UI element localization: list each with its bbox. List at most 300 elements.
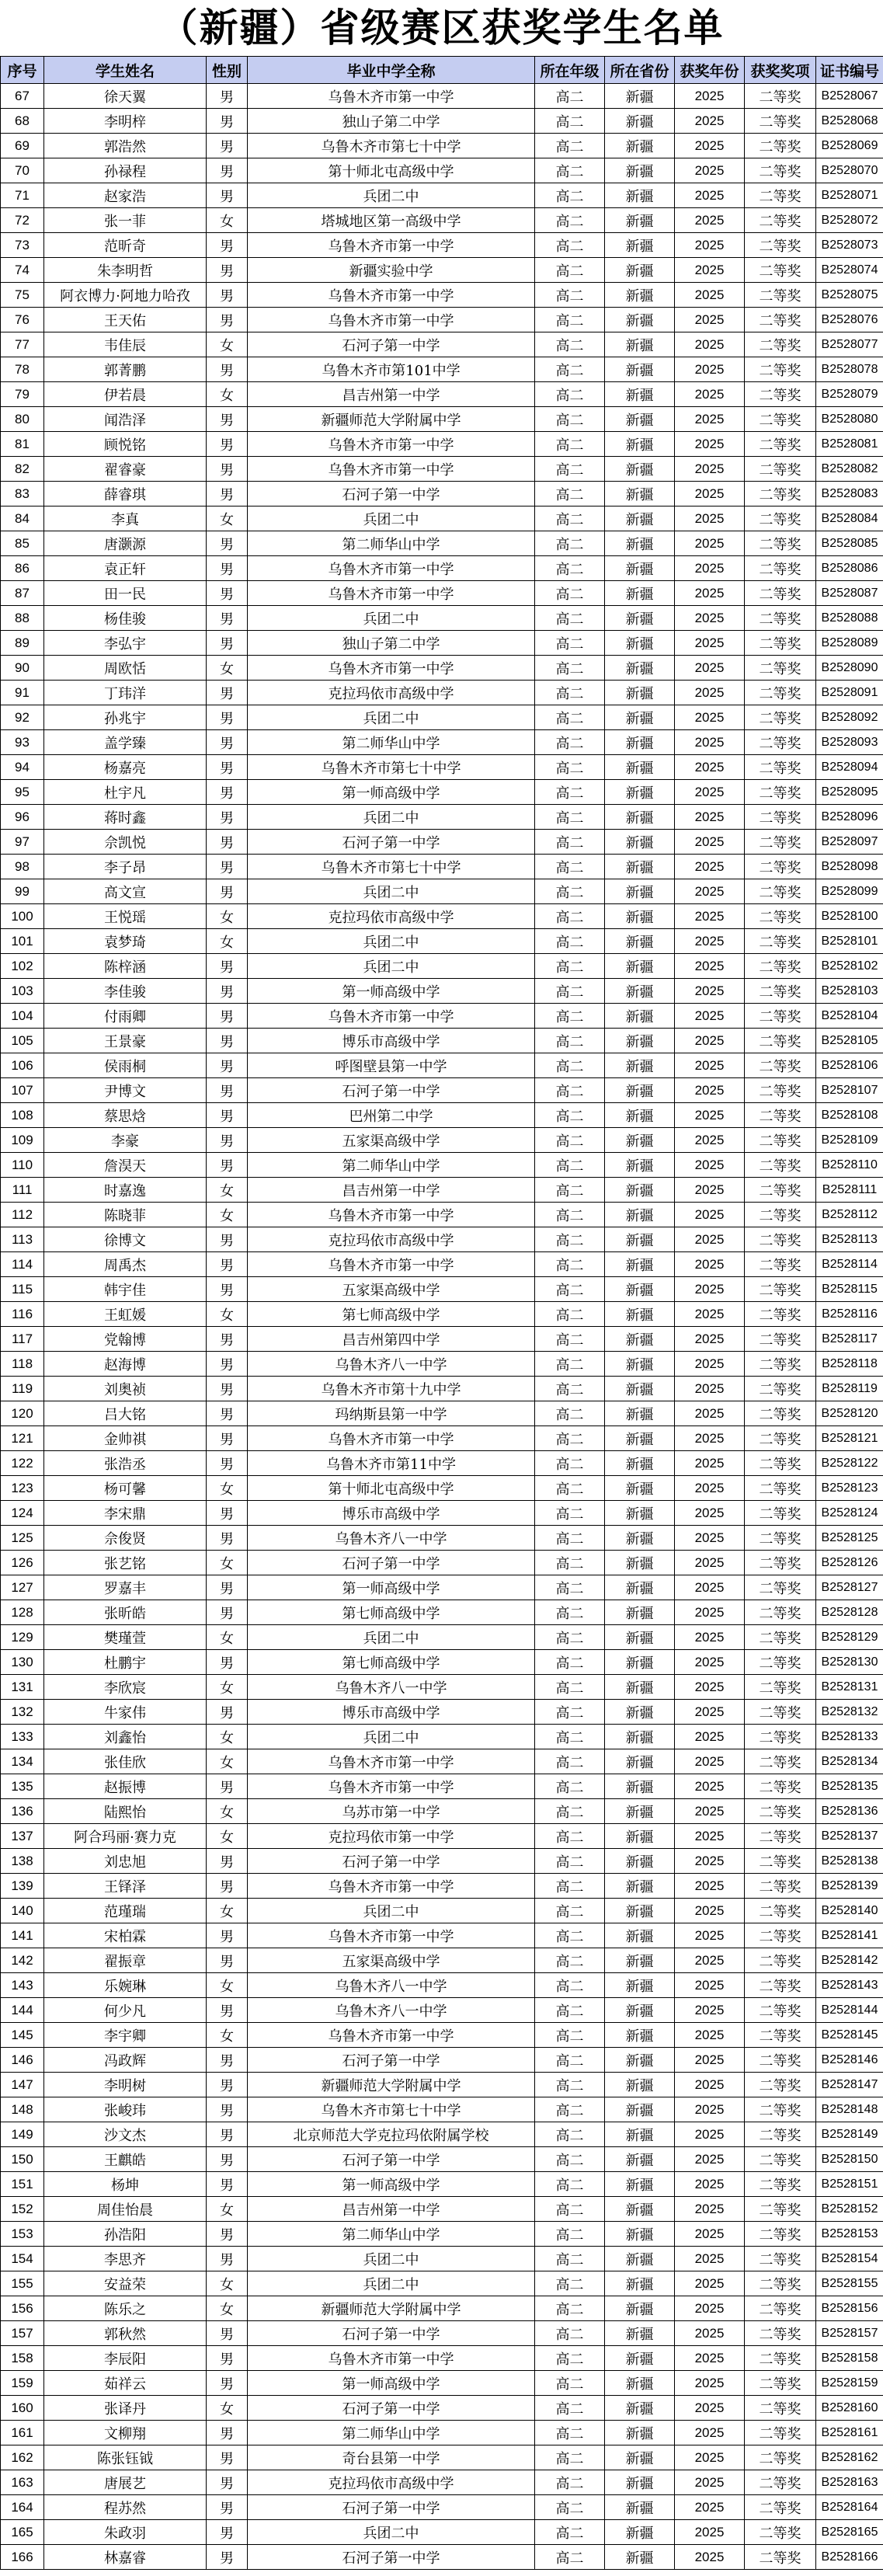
cell-grade: 高二 — [535, 1327, 605, 1352]
cell-grade: 高二 — [535, 1302, 605, 1327]
cell-province: 新疆 — [605, 2073, 675, 2097]
cell-gender: 女 — [207, 1973, 248, 1998]
cell-province: 新疆 — [605, 1153, 675, 1178]
cell-name: 刘鑫怡 — [44, 1725, 207, 1749]
cell-index: 81 — [1, 432, 44, 457]
cell-index: 88 — [1, 606, 44, 631]
cell-year: 2025 — [675, 258, 745, 283]
table-row — [1, 1203, 883, 1227]
table-row — [1, 1551, 883, 1575]
cell-grade: 高二 — [535, 879, 605, 904]
table-row — [1, 1799, 883, 1824]
cell-name: 刘奥祯 — [44, 1377, 207, 1401]
cell-award: 二等奖 — [745, 2147, 816, 2172]
table-row — [1, 158, 883, 183]
cell-grade: 高二 — [535, 134, 605, 158]
cell-province: 新疆 — [605, 531, 675, 556]
cell-province: 新疆 — [605, 1401, 675, 1426]
table-row — [1, 1451, 883, 1476]
cell-province: 新疆 — [605, 1377, 675, 1401]
cell-year: 2025 — [675, 2346, 745, 2371]
cell-province: 新疆 — [605, 1526, 675, 1551]
cell-school: 石河子第一中学 — [248, 2495, 535, 2520]
cell-award: 二等奖 — [745, 2321, 816, 2346]
table-row — [1, 2023, 883, 2048]
table-row — [1, 954, 883, 979]
cell-certificate: B2528067 — [816, 84, 883, 109]
cell-certificate: B2528074 — [816, 258, 883, 283]
cell-certificate: B2528147 — [816, 2073, 883, 2097]
cell-index: 145 — [1, 2023, 44, 2048]
cell-award: 二等奖 — [745, 183, 816, 208]
cell-index: 122 — [1, 1451, 44, 1476]
table-row — [1, 1973, 883, 1998]
cell-certificate: B2528116 — [816, 1302, 883, 1327]
cell-school: 第二师华山中学 — [248, 1153, 535, 1178]
cell-index: 156 — [1, 2296, 44, 2321]
table-row — [1, 208, 883, 233]
table-row — [1, 1849, 883, 1874]
cell-gender: 男 — [207, 1029, 248, 1053]
cell-name: 孙禄程 — [44, 158, 207, 183]
cell-name: 张译丹 — [44, 2396, 207, 2421]
cell-name: 闻浩泽 — [44, 407, 207, 432]
table-row — [1, 1923, 883, 1948]
cell-province: 新疆 — [605, 681, 675, 705]
cell-year: 2025 — [675, 1451, 745, 1476]
cell-index: 92 — [1, 705, 44, 730]
cell-certificate: B2528140 — [816, 1899, 883, 1923]
cell-province: 新疆 — [605, 755, 675, 780]
cell-gender: 女 — [207, 2396, 248, 2421]
cell-school: 石河子第一中学 — [248, 2396, 535, 2421]
cell-award: 二等奖 — [745, 1377, 816, 1401]
cell-year: 2025 — [675, 407, 745, 432]
cell-gender: 男 — [207, 84, 248, 109]
cell-school: 塔城地区第一高级中学 — [248, 208, 535, 233]
cell-award: 二等奖 — [745, 954, 816, 979]
cell-name: 文柳翔 — [44, 2421, 207, 2445]
cell-certificate: B2528151 — [816, 2172, 883, 2197]
cell-award: 二等奖 — [745, 1128, 816, 1153]
cell-year: 2025 — [675, 904, 745, 929]
cell-year: 2025 — [675, 1252, 745, 1277]
cell-grade: 高二 — [535, 1998, 605, 2023]
cell-province: 新疆 — [605, 1948, 675, 1973]
cell-grade: 高二 — [535, 407, 605, 432]
table-row — [1, 84, 883, 109]
cell-award: 二等奖 — [745, 2023, 816, 2048]
cell-award: 二等奖 — [745, 730, 816, 755]
cell-gender: 男 — [207, 283, 248, 308]
cell-year: 2025 — [675, 2172, 745, 2197]
cell-certificate: B2528081 — [816, 432, 883, 457]
cell-certificate: B2528103 — [816, 979, 883, 1004]
cell-name: 张浩丞 — [44, 1451, 207, 1476]
column-header-grade: 所在年级 — [535, 57, 605, 84]
cell-certificate: B2528107 — [816, 1078, 883, 1103]
cell-province: 新疆 — [605, 1476, 675, 1501]
cell-certificate: B2528071 — [816, 183, 883, 208]
cell-gender: 男 — [207, 2421, 248, 2445]
cell-year: 2025 — [675, 332, 745, 357]
cell-name: 侯雨桐 — [44, 1053, 207, 1078]
cell-year: 2025 — [675, 2321, 745, 2346]
cell-school: 兵团二中 — [248, 183, 535, 208]
cell-year: 2025 — [675, 1277, 745, 1302]
cell-province: 新疆 — [605, 805, 675, 830]
cell-grade: 高二 — [535, 258, 605, 283]
cell-award: 二等奖 — [745, 1700, 816, 1725]
cell-year: 2025 — [675, 531, 745, 556]
cell-certificate: B2528109 — [816, 1128, 883, 1153]
cell-school: 新疆师范大学附属中学 — [248, 2296, 535, 2321]
cell-school: 石河子第一中学 — [248, 2048, 535, 2073]
cell-index: 149 — [1, 2122, 44, 2147]
cell-name: 孙兆宇 — [44, 705, 207, 730]
cell-award: 二等奖 — [745, 2097, 816, 2122]
cell-school: 第二师华山中学 — [248, 531, 535, 556]
cell-award: 二等奖 — [745, 1451, 816, 1476]
cell-year: 2025 — [675, 1227, 745, 1252]
table-row — [1, 1352, 883, 1377]
cell-name: 牛家伟 — [44, 1700, 207, 1725]
cell-year: 2025 — [675, 2396, 745, 2421]
cell-award: 二等奖 — [745, 755, 816, 780]
cell-grade: 高二 — [535, 606, 605, 631]
cell-certificate: B2528072 — [816, 208, 883, 233]
cell-certificate: B2528132 — [816, 1700, 883, 1725]
cell-certificate: B2528090 — [816, 656, 883, 681]
cell-gender: 女 — [207, 1749, 248, 1774]
cell-school: 乌鲁木齐市第11中学 — [248, 1451, 535, 1476]
cell-grade: 高二 — [535, 2396, 605, 2421]
table-row — [1, 2421, 883, 2445]
cell-school: 兵团二中 — [248, 2247, 535, 2271]
cell-certificate: B2528163 — [816, 2470, 883, 2495]
cell-school: 新疆实验中学 — [248, 258, 535, 283]
cell-award: 二等奖 — [745, 1004, 816, 1029]
table-row — [1, 1029, 883, 1053]
cell-grade: 高二 — [535, 979, 605, 1004]
cell-province: 新疆 — [605, 631, 675, 656]
cell-name: 阿衣博力·阿地力哈孜 — [44, 283, 207, 308]
table-row — [1, 1874, 883, 1899]
table-row — [1, 482, 883, 506]
cell-grade: 高二 — [535, 2247, 605, 2271]
cell-index: 121 — [1, 1426, 44, 1451]
cell-gender: 男 — [207, 1128, 248, 1153]
cell-award: 二等奖 — [745, 2346, 816, 2371]
cell-year: 2025 — [675, 656, 745, 681]
table-row — [1, 705, 883, 730]
cell-award: 二等奖 — [745, 407, 816, 432]
cell-province: 新疆 — [605, 954, 675, 979]
cell-index: 166 — [1, 2545, 44, 2570]
table-row — [1, 1650, 883, 1675]
cell-award: 二等奖 — [745, 258, 816, 283]
cell-year: 2025 — [675, 1675, 745, 1700]
cell-province: 新疆 — [605, 2296, 675, 2321]
cell-school: 乌鲁木齐市第七十中学 — [248, 855, 535, 879]
cell-grade: 高二 — [535, 2296, 605, 2321]
cell-certificate: B2528105 — [816, 1029, 883, 1053]
cell-province: 新疆 — [605, 382, 675, 407]
cell-name: 陆熙怡 — [44, 1799, 207, 1824]
cell-year: 2025 — [675, 2147, 745, 2172]
cell-year: 2025 — [675, 1824, 745, 1849]
table-row — [1, 904, 883, 929]
cell-gender: 男 — [207, 606, 248, 631]
cell-certificate: B2528122 — [816, 1451, 883, 1476]
cell-certificate: B2528114 — [816, 1252, 883, 1277]
cell-gender: 男 — [207, 2371, 248, 2396]
cell-grade: 高二 — [535, 382, 605, 407]
cell-certificate: B2528108 — [816, 1103, 883, 1128]
cell-certificate: B2528148 — [816, 2097, 883, 2122]
cell-school: 独山子第二中学 — [248, 109, 535, 134]
cell-gender: 男 — [207, 2122, 248, 2147]
cell-name: 周佳怡晨 — [44, 2197, 207, 2222]
cell-index: 104 — [1, 1004, 44, 1029]
cell-index: 164 — [1, 2495, 44, 2520]
cell-grade: 高二 — [535, 2445, 605, 2470]
table-row — [1, 606, 883, 631]
cell-gender: 男 — [207, 2545, 248, 2570]
cell-grade: 高二 — [535, 1451, 605, 1476]
cell-province: 新疆 — [605, 1252, 675, 1277]
table-row — [1, 755, 883, 780]
cell-index: 157 — [1, 2321, 44, 2346]
cell-name: 王天佑 — [44, 308, 207, 332]
table-row — [1, 805, 883, 830]
cell-gender: 男 — [207, 2147, 248, 2172]
cell-name: 高文宣 — [44, 879, 207, 904]
cell-certificate: B2528110 — [816, 1153, 883, 1178]
cell-index: 141 — [1, 1923, 44, 1948]
cell-award: 二等奖 — [745, 158, 816, 183]
cell-certificate: B2528111 — [816, 1178, 883, 1203]
cell-certificate: B2528098 — [816, 855, 883, 879]
cell-gender: 女 — [207, 656, 248, 681]
cell-gender: 女 — [207, 506, 248, 531]
cell-certificate: B2528104 — [816, 1004, 883, 1029]
cell-gender: 男 — [207, 109, 248, 134]
cell-gender: 男 — [207, 158, 248, 183]
table-row — [1, 109, 883, 134]
cell-school: 乌鲁木齐市第一中学 — [248, 1749, 535, 1774]
cell-province: 新疆 — [605, 1501, 675, 1526]
cell-grade: 高二 — [535, 1128, 605, 1153]
cell-grade: 高二 — [535, 332, 605, 357]
cell-gender: 男 — [207, 1849, 248, 1874]
cell-grade: 高二 — [535, 457, 605, 482]
cell-award: 二等奖 — [745, 805, 816, 830]
table-row — [1, 2545, 883, 2570]
cell-name: 林嘉睿 — [44, 2545, 207, 2570]
cell-gender: 男 — [207, 1103, 248, 1128]
cell-name: 周欧恬 — [44, 656, 207, 681]
cell-name: 李弘宇 — [44, 631, 207, 656]
cell-year: 2025 — [675, 158, 745, 183]
cell-school: 乌鲁木齐市第101中学 — [248, 357, 535, 382]
cell-certificate: B2528069 — [816, 134, 883, 158]
table-row — [1, 2346, 883, 2371]
cell-province: 新疆 — [605, 2097, 675, 2122]
table-row — [1, 1526, 883, 1551]
cell-gender: 女 — [207, 1824, 248, 1849]
cell-certificate: B2528126 — [816, 1551, 883, 1575]
cell-certificate: B2528146 — [816, 2048, 883, 2073]
cell-certificate: B2528139 — [816, 1874, 883, 1899]
cell-index: 115 — [1, 1277, 44, 1302]
cell-certificate: B2528076 — [816, 308, 883, 332]
cell-name: 樊瑾萱 — [44, 1625, 207, 1650]
cell-grade: 高二 — [535, 1053, 605, 1078]
cell-province: 新疆 — [605, 2271, 675, 2296]
cell-school: 乌鲁木齐市第一中学 — [248, 2346, 535, 2371]
cell-certificate: B2528117 — [816, 1327, 883, 1352]
cell-year: 2025 — [675, 2545, 745, 2570]
cell-school: 第二师华山中学 — [248, 730, 535, 755]
cell-school: 新疆师范大学附属中学 — [248, 2073, 535, 2097]
cell-province: 新疆 — [605, 1973, 675, 1998]
cell-school: 玛纳斯县第一中学 — [248, 1401, 535, 1426]
cell-year: 2025 — [675, 929, 745, 954]
cell-year: 2025 — [675, 1203, 745, 1227]
cell-certificate: B2528124 — [816, 1501, 883, 1526]
cell-grade: 高二 — [535, 1501, 605, 1526]
cell-name: 王铎泽 — [44, 1874, 207, 1899]
cell-name: 丁玮洋 — [44, 681, 207, 705]
cell-name: 佘凯悦 — [44, 830, 207, 855]
cell-gender: 男 — [207, 2048, 248, 2073]
cell-school: 呼图壁县第一中学 — [248, 1053, 535, 1078]
cell-index: 97 — [1, 830, 44, 855]
cell-gender: 男 — [207, 2520, 248, 2545]
cell-certificate: B2528161 — [816, 2421, 883, 2445]
cell-province: 新疆 — [605, 506, 675, 531]
cell-school: 乌鲁木齐八一中学 — [248, 1973, 535, 1998]
cell-school: 乌鲁木齐市第一中学 — [248, 1923, 535, 1948]
cell-year: 2025 — [675, 755, 745, 780]
cell-year: 2025 — [675, 2023, 745, 2048]
cell-grade: 高二 — [535, 1476, 605, 1501]
cell-name: 党翰博 — [44, 1327, 207, 1352]
cell-school: 克拉玛依市高级中学 — [248, 2470, 535, 2495]
cell-year: 2025 — [675, 2097, 745, 2122]
table-row — [1, 631, 883, 656]
cell-gender: 男 — [207, 2321, 248, 2346]
cell-award: 二等奖 — [745, 1824, 816, 1849]
cell-gender: 男 — [207, 482, 248, 506]
cell-award: 二等奖 — [745, 1103, 816, 1128]
cell-grade: 高二 — [535, 2371, 605, 2396]
cell-name: 李佳骏 — [44, 979, 207, 1004]
cell-province: 新疆 — [605, 1004, 675, 1029]
table-row — [1, 1476, 883, 1501]
cell-name: 薛睿琪 — [44, 482, 207, 506]
cell-certificate: B2528157 — [816, 2321, 883, 2346]
cell-grade: 高二 — [535, 357, 605, 382]
cell-index: 100 — [1, 904, 44, 929]
cell-name: 刘忠旭 — [44, 1849, 207, 1874]
cell-school: 乌鲁木齐市第一中学 — [248, 1004, 535, 1029]
cell-award: 二等奖 — [745, 929, 816, 954]
cell-year: 2025 — [675, 631, 745, 656]
cell-year: 2025 — [675, 382, 745, 407]
table-header-row — [1, 57, 883, 84]
cell-award: 二等奖 — [745, 1476, 816, 1501]
cell-index: 136 — [1, 1799, 44, 1824]
cell-school: 博乐市高级中学 — [248, 1029, 535, 1053]
table-row — [1, 1103, 883, 1128]
cell-award: 二等奖 — [745, 2445, 816, 2470]
cell-name: 罗嘉丰 — [44, 1575, 207, 1600]
table-row — [1, 332, 883, 357]
cell-award: 二等奖 — [745, 432, 816, 457]
cell-name: 李明梓 — [44, 109, 207, 134]
cell-award: 二等奖 — [745, 1849, 816, 1874]
table-row — [1, 1675, 883, 1700]
table-row — [1, 357, 883, 382]
cell-certificate: B2528095 — [816, 780, 883, 805]
cell-school: 乌鲁木齐市第一中学 — [248, 581, 535, 606]
table-row — [1, 283, 883, 308]
table-row — [1, 1377, 883, 1401]
cell-gender: 男 — [207, 1874, 248, 1899]
cell-award: 二等奖 — [745, 1203, 816, 1227]
cell-grade: 高二 — [535, 2097, 605, 2122]
cell-school: 乌鲁木齐市第一中学 — [248, 283, 535, 308]
cell-name: 杨佳骏 — [44, 606, 207, 631]
cell-province: 新疆 — [605, 1923, 675, 1948]
cell-province: 新疆 — [605, 1178, 675, 1203]
cell-certificate: B2528164 — [816, 2495, 883, 2520]
cell-name: 詹淏天 — [44, 1153, 207, 1178]
cell-index: 85 — [1, 531, 44, 556]
cell-certificate: B2528099 — [816, 879, 883, 904]
cell-name: 翟睿豪 — [44, 457, 207, 482]
cell-school: 石河子第一中学 — [248, 1551, 535, 1575]
cell-gender: 男 — [207, 1948, 248, 1973]
cell-certificate: B2528154 — [816, 2247, 883, 2271]
table-row — [1, 830, 883, 855]
cell-province: 新疆 — [605, 1998, 675, 2023]
cell-index: 131 — [1, 1675, 44, 1700]
cell-school: 第一师高级中学 — [248, 979, 535, 1004]
cell-grade: 高二 — [535, 482, 605, 506]
column-header-gender: 性别 — [207, 57, 248, 84]
cell-index: 91 — [1, 681, 44, 705]
cell-gender: 女 — [207, 2197, 248, 2222]
cell-name: 伊若晨 — [44, 382, 207, 407]
table-row — [1, 1053, 883, 1078]
cell-gender: 男 — [207, 1451, 248, 1476]
cell-award: 二等奖 — [745, 109, 816, 134]
cell-gender: 男 — [207, 855, 248, 879]
cell-award: 二等奖 — [745, 1899, 816, 1923]
cell-grade: 高二 — [535, 432, 605, 457]
cell-year: 2025 — [675, 2122, 745, 2147]
table-row — [1, 407, 883, 432]
cell-grade: 高二 — [535, 2197, 605, 2222]
cell-year: 2025 — [675, 954, 745, 979]
cell-province: 新疆 — [605, 1327, 675, 1352]
cell-grade: 高二 — [535, 954, 605, 979]
cell-gender: 男 — [207, 755, 248, 780]
cell-year: 2025 — [675, 2073, 745, 2097]
